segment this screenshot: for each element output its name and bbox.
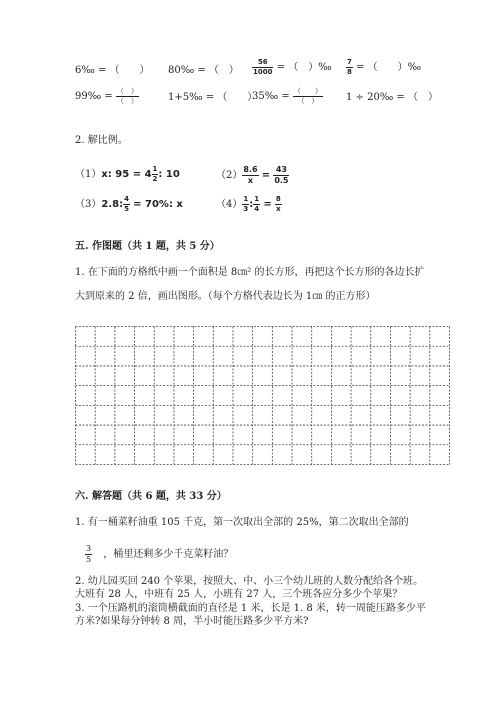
conv-r1c3-rest: = （ ）‰	[276, 62, 332, 73]
conv-r2c3	[252, 88, 323, 105]
conv-r1c1: 6‰ = （ ）	[75, 65, 150, 76]
q2-p1-b: : 10	[158, 169, 180, 180]
fraction: $\frac{7}{8}$	[347, 58, 352, 76]
q2-p4-eq: =	[263, 199, 272, 210]
fraction: $\frac{3}{5}$	[86, 544, 92, 564]
fraction: $\frac{8.6}{x}$	[243, 165, 258, 185]
fraction: $\frac{8}{x}$	[275, 195, 281, 213]
fraction: $\frac{( )}{( )}$	[116, 87, 138, 105]
fraction: $\frac{1}{4}$	[254, 195, 260, 213]
fraction: $\frac{4}{5}$	[124, 195, 129, 213]
conv-r1c3	[252, 59, 332, 76]
sec5-line1: 1. 在下面的方格纸中画一个面积是 8㎝² 的长方形，再把这个长方形的各边长扩	[75, 267, 425, 278]
conv-r2c1	[75, 88, 139, 105]
section-6-title: 六. 解答题（共 6 题，共 33 分）	[75, 491, 227, 502]
q2-title: 2. 解比例。	[75, 135, 128, 146]
fraction: $\frac{( )}{( )}$	[293, 87, 322, 105]
conv-r2c1-pre: 99‰ =	[75, 91, 113, 102]
sec6-q2-line1: 2. 幼儿园买回 240 个苹果，按照大、中、小三个幼儿班的人数分配给各个班。	[75, 576, 424, 587]
grid-svg	[75, 326, 450, 465]
section-5-title: 五. 作图题（共 1 题，共 5 分）	[75, 241, 220, 252]
conv-r2c2: 1+5‰ = （ ）	[168, 92, 258, 103]
q2-p1	[75, 166, 180, 183]
q2-p3	[75, 196, 183, 213]
conv-r2c3-pre: 35‰ =	[252, 91, 290, 102]
sec5-line2: 大到原来的 2 倍，画出图形。（每个方格代表边长为 1㎝ 的正方形）	[75, 291, 376, 302]
sec6-q1-line1: 1. 有一桶菜籽油重 105 千克，第一次取出全部的 25%，第二次取出全部的	[75, 517, 409, 528]
q2-p4-colon: :	[249, 199, 254, 210]
q2-p2	[216, 166, 289, 185]
sec6-q1-line2	[85, 545, 233, 564]
q2-p4	[216, 196, 282, 213]
sec6-q1-rest: ，桶里还剩多少千克菜籽油？	[103, 549, 234, 560]
q2-p2-label: （2）	[216, 170, 243, 181]
sec6-q3-line2: 方米?如果每分钟转 8 周，半小时能压路多少平方米?	[75, 616, 309, 627]
conv-r1c4	[346, 59, 421, 76]
q2-p3-label: （3）	[75, 199, 102, 210]
fraction: $\frac{56}{1000}$	[253, 58, 273, 76]
q2-p1-a: x: 95 = 4	[101, 169, 152, 180]
conv-r2c4: 1 ÷ 20‰ = （ ）	[346, 92, 438, 103]
fraction: $\frac{1}{3}$	[243, 195, 249, 213]
fraction: $\frac{43}{0.5}$	[274, 165, 289, 185]
q2-p2-eq: =	[261, 170, 271, 181]
q2-p3-b: = 70%: x	[133, 199, 183, 210]
conv-r1c4-rest: = （ ）‰	[356, 62, 422, 73]
q2-p1-label: （1）	[75, 169, 102, 180]
q2-p3-a: 2.8:	[101, 199, 124, 210]
q2-p4-label: （4）	[216, 199, 243, 210]
grid-paper[interactable]	[75, 326, 450, 465]
sec6-q3-line1: 3. 一个压路机的滚筒横截面的直径是 1 米，长是 1. 8 米，转一周能压路多少平	[75, 603, 426, 614]
conv-r1c2: 80‰ = （ ）	[168, 65, 239, 76]
sec6-q2-line2: 大班有 28 人，中班有 25 人，小班有 27 人，三个班各应分多少个苹果？	[75, 589, 403, 600]
fraction: $\frac{1}{2}$	[152, 165, 158, 183]
